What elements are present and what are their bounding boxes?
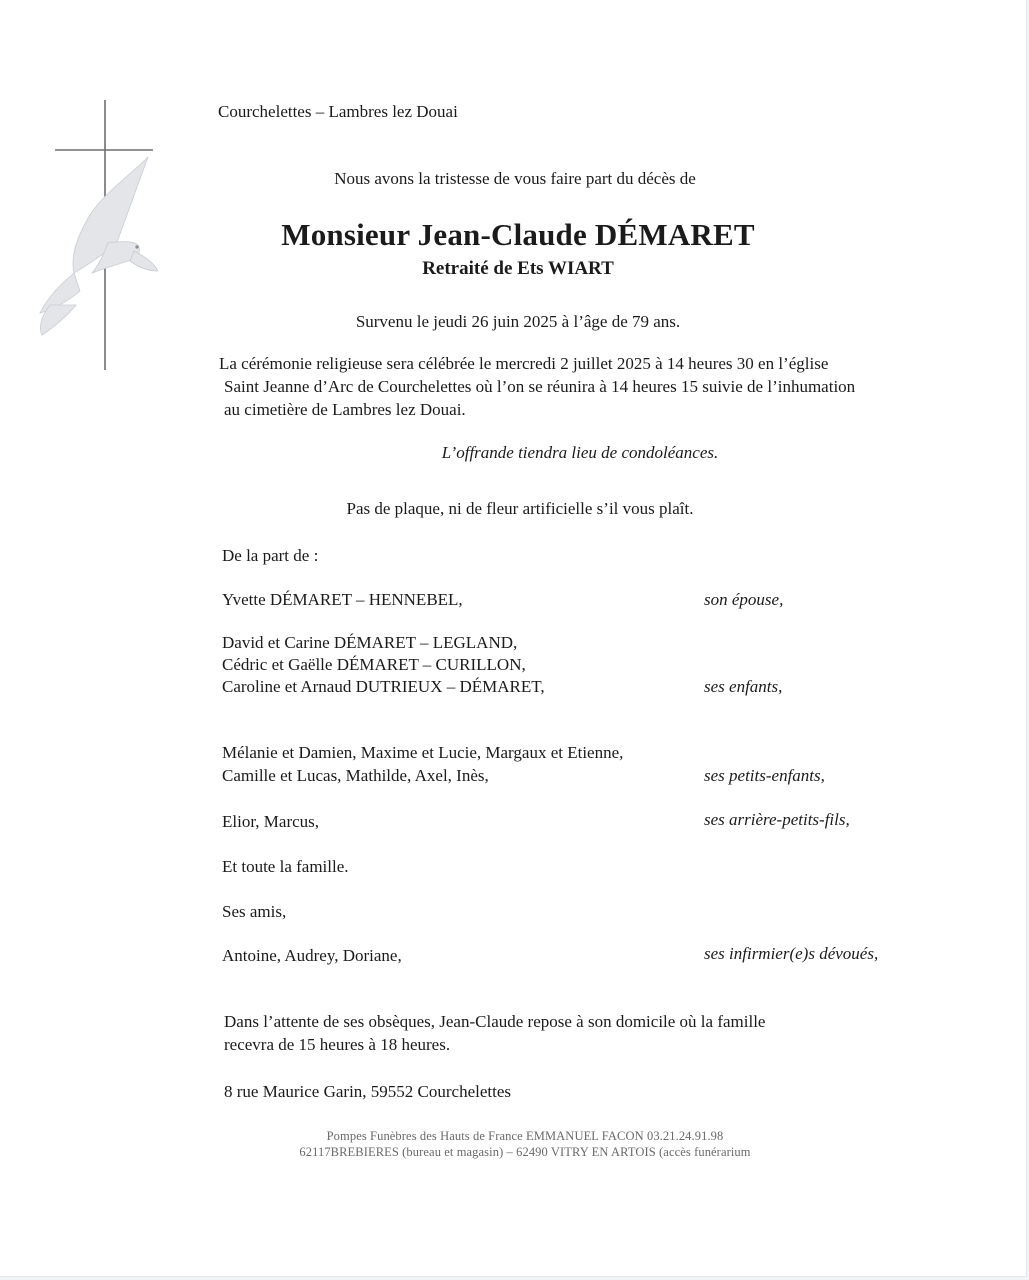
- rest-line-2: recevra de 15 heures à 18 heures.: [224, 1035, 451, 1054]
- ceremony-line-2: Saint Jeanne d’Arc de Courchelettes où l’on se réunira à 14 heures 15 suivie de l’inhumation: [224, 377, 856, 396]
- flowers-note: Pas de plaque, ni de fleur artificielle s’il vous plaît.: [346, 499, 694, 518]
- spouse-name: Yvette DÉMARET – HENNEBEL,: [222, 590, 463, 609]
- child-line-1: David et Carine DÉMARET – LEGLAND,: [222, 633, 518, 652]
- friends-line: Ses amis,: [222, 902, 287, 921]
- location-header: Courchelettes – Lambres lez Douai: [218, 102, 458, 121]
- grandchildren-relation: ses petits-enfants,: [704, 766, 825, 785]
- nurses-relation: ses infirmier(e)s dévoués,: [704, 944, 879, 963]
- cross-dove-emblem: [30, 95, 170, 375]
- great-grandchildren-relation: ses arrière-petits-fils,: [704, 810, 850, 829]
- nurses-names: Antoine, Audrey, Doriane,: [222, 946, 402, 965]
- funeral-home-line-1: Pompes Funèbres des Hauts de France EMMANUEL FACON 03.21.24.91.98: [326, 1129, 724, 1143]
- child-line-3: Caroline et Arnaud DUTRIEUX – DÉMARET,: [222, 677, 545, 696]
- ceremony-line-1: La cérémonie religieuse sera célébrée le mercredi 2 juillet 2025 à 14 heures 30 en l’église: [219, 354, 829, 373]
- child-line-2: Cédric et Gaëlle DÉMARET – CURILLON,: [222, 655, 526, 674]
- grandchild-line-1: Mélanie et Damien, Maxime et Lucie, Margaux et Etienne,: [222, 743, 624, 762]
- offering-note: L’offrande tiendra lieu de condoléances.: [441, 443, 719, 462]
- deceased-name: Monsieur Jean-Claude DÉMARET: [281, 217, 755, 252]
- ceremony-line-3: au cimetière de Lambres lez Douai.: [224, 400, 466, 419]
- funeral-home-line-2: 62117BREBIERES (bureau et magasin) – 62490 VITRY EN ARTOIS (accès funérarium: [299, 1145, 751, 1159]
- spouse-relation: son épouse,: [704, 590, 784, 609]
- death-date-line: Survenu le jeudi 26 juin 2025 à l’âge de 79 ans.: [355, 312, 681, 331]
- deceased-occupation: Retraité de Ets WIART: [422, 258, 614, 279]
- children-relation: ses enfants,: [704, 677, 783, 696]
- rest-line-1: Dans l’attente de ses obsèques, Jean-Claude repose à son domicile où la famille: [224, 1012, 766, 1031]
- intro-line: Nous avons la tristesse de vous faire part du décès de: [334, 169, 696, 188]
- family-intro: De la part de :: [222, 546, 319, 565]
- whole-family-line: Et toute la famille.: [222, 857, 349, 876]
- grandchild-line-2: Camille et Lucas, Mathilde, Axel, Inès,: [222, 766, 489, 785]
- dove-icon: [40, 157, 158, 335]
- home-address: 8 rue Maurice Garin, 59552 Courchelettes: [224, 1082, 512, 1101]
- great-grandchildren-names: Elior, Marcus,: [222, 812, 320, 831]
